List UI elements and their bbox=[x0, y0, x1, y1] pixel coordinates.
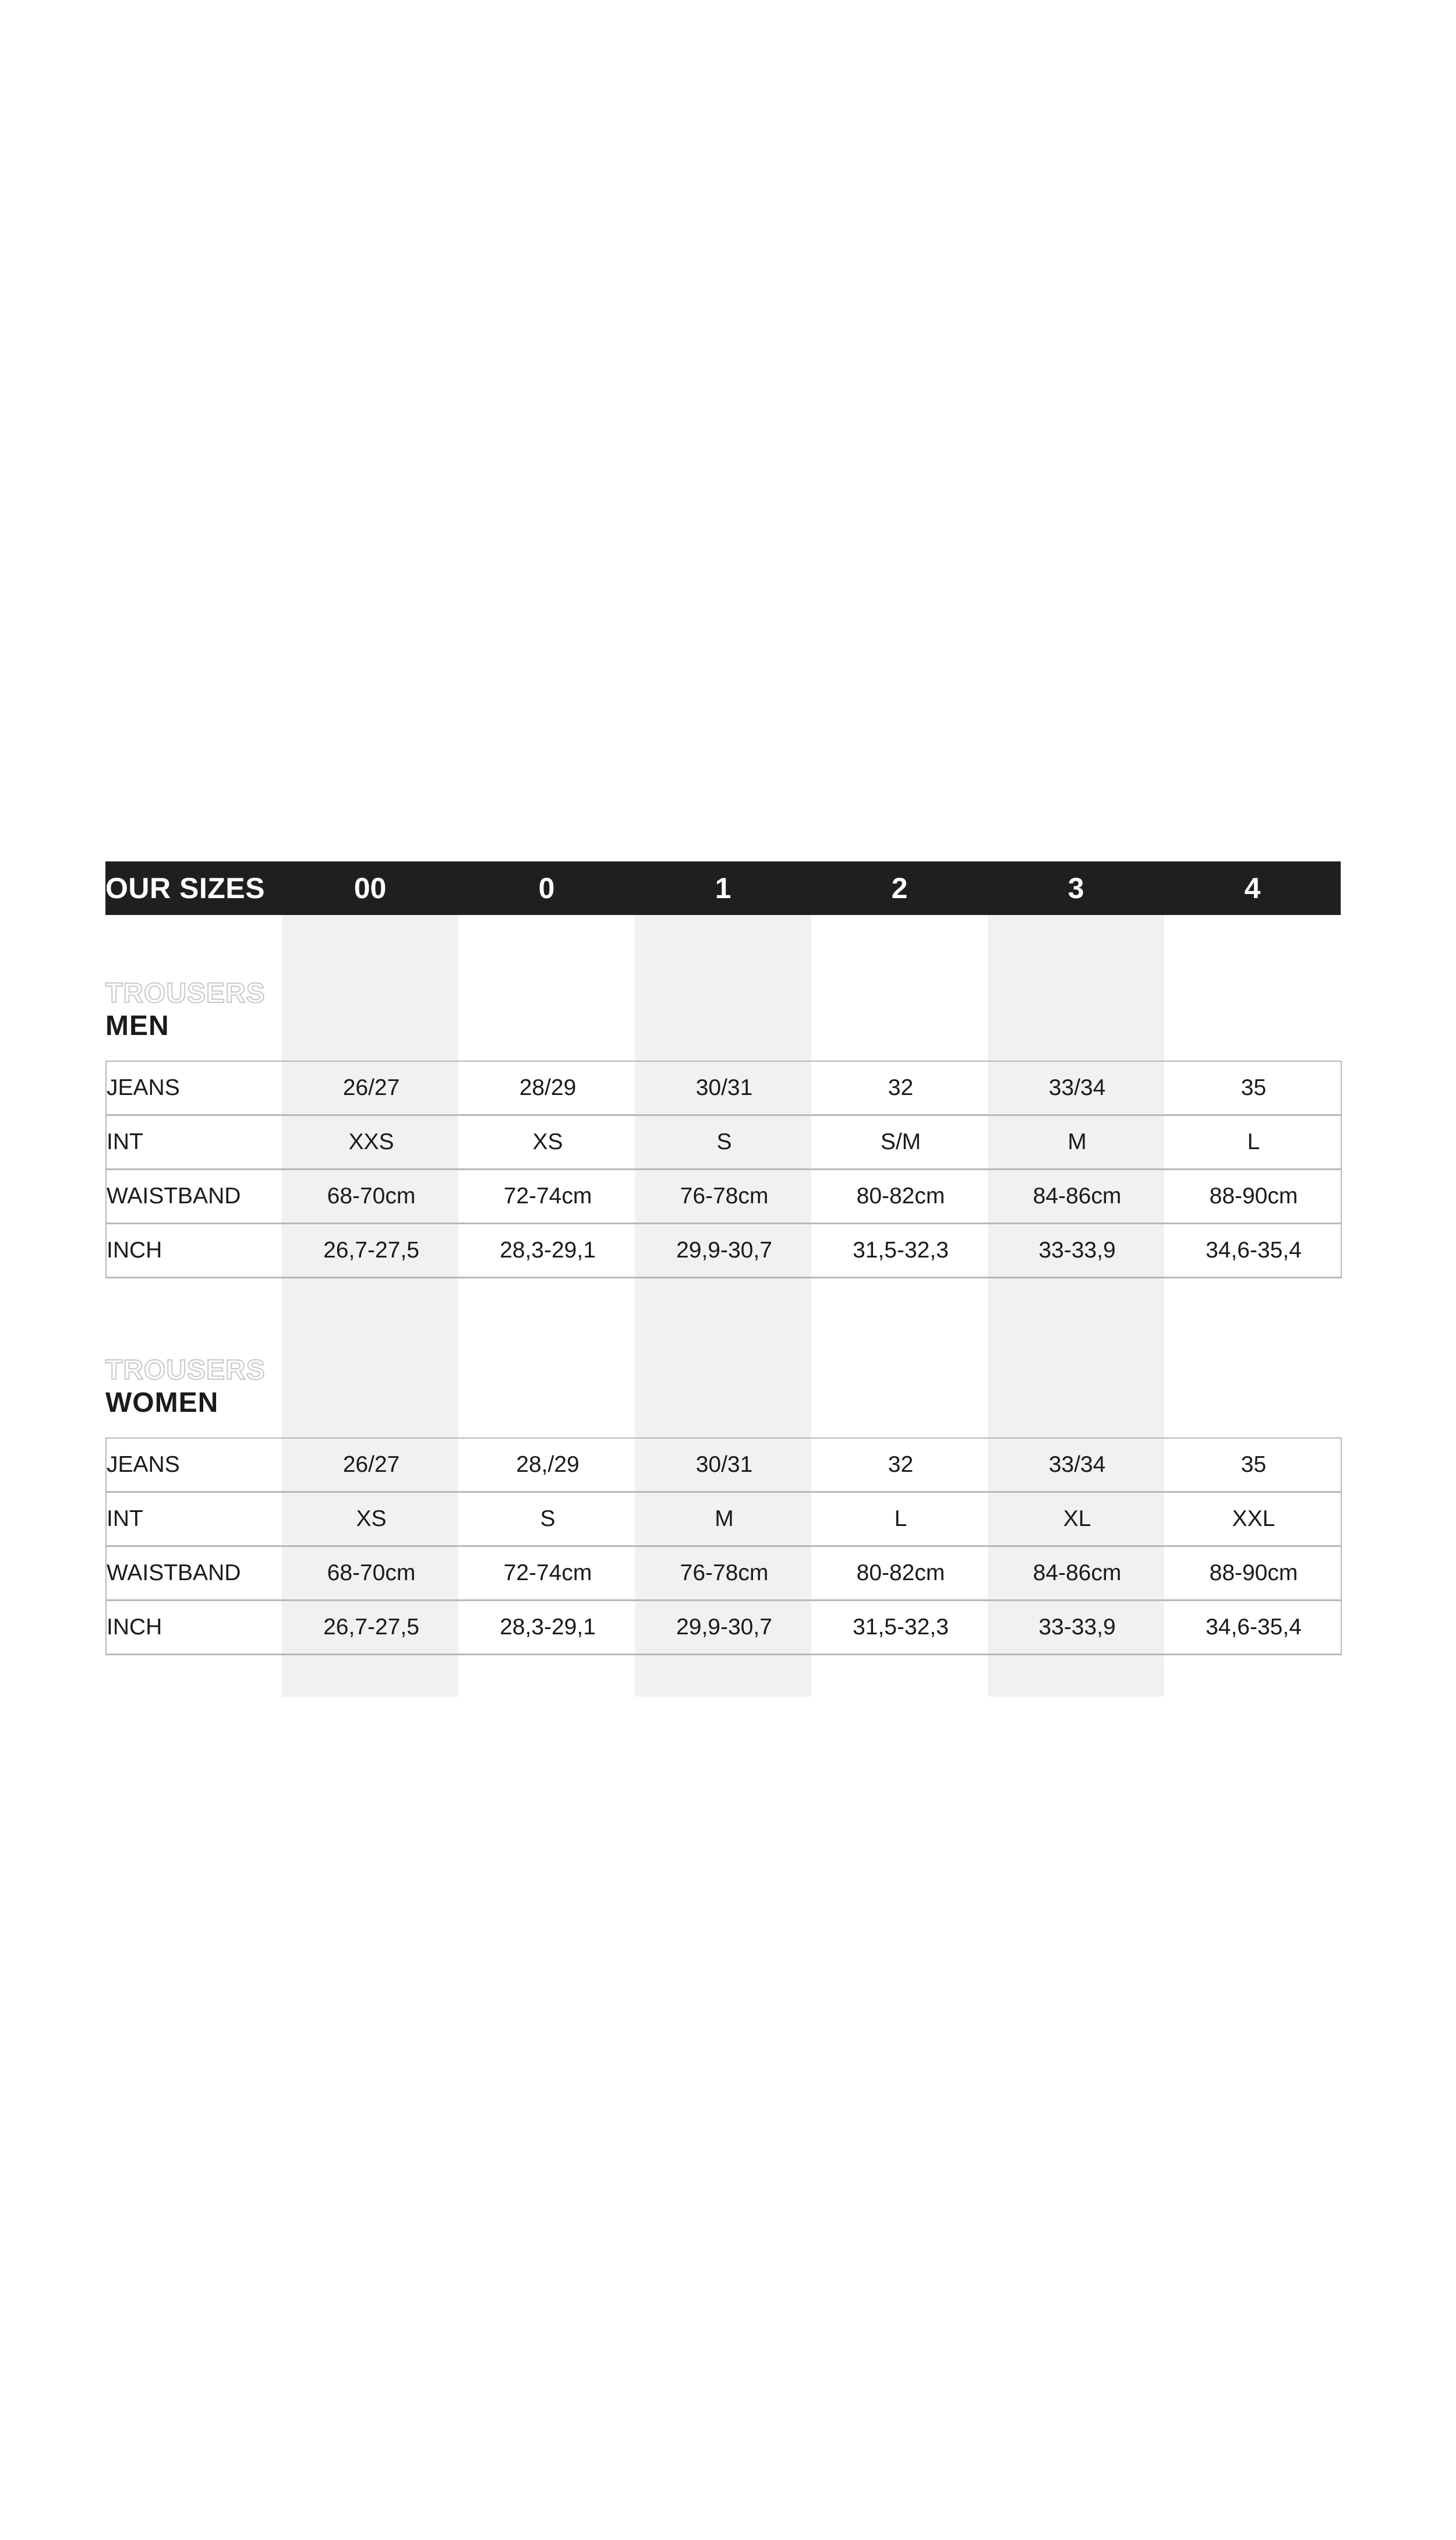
header-size-4: 4 bbox=[1244, 872, 1261, 905]
table-cell: 32 bbox=[888, 1075, 914, 1100]
table-row bbox=[107, 1547, 1341, 1601]
table-cell: L bbox=[1247, 1129, 1260, 1154]
header-size-3: 3 bbox=[1068, 872, 1084, 905]
table-cell: 29,9-30,7 bbox=[676, 1615, 772, 1640]
row-label: INCH bbox=[107, 1238, 162, 1263]
table-cell: 84-86cm bbox=[1033, 1560, 1122, 1585]
table-row bbox=[107, 1493, 1341, 1547]
women-title: WOMEN bbox=[105, 1387, 219, 1418]
table-cell: 34,6-35,4 bbox=[1206, 1238, 1302, 1263]
table-cell: 80-82cm bbox=[856, 1560, 945, 1585]
men-section-title bbox=[105, 977, 266, 1043]
table-cell: S/M bbox=[880, 1129, 921, 1154]
table-cell: 33-33,9 bbox=[1038, 1615, 1116, 1640]
table-row bbox=[107, 1439, 1341, 1493]
row-label: INT bbox=[107, 1506, 143, 1531]
table-cell: 33/34 bbox=[1048, 1075, 1106, 1100]
header-label: OUR SIZES bbox=[105, 872, 265, 905]
table-cell: 72-74cm bbox=[503, 1184, 592, 1209]
table-cell: 30/31 bbox=[695, 1075, 753, 1100]
table-row bbox=[107, 1224, 1341, 1278]
table-cell: 33-33,9 bbox=[1038, 1238, 1116, 1263]
header-size-00: 00 bbox=[354, 872, 387, 905]
header-size-0: 0 bbox=[538, 872, 555, 905]
table-cell: XS bbox=[356, 1506, 387, 1531]
row-label: JEANS bbox=[107, 1075, 180, 1100]
table-cell: L bbox=[894, 1506, 907, 1531]
table-cell: XXL bbox=[1232, 1506, 1275, 1531]
header-size-2: 2 bbox=[891, 872, 908, 905]
table-cell: 26/27 bbox=[342, 1452, 400, 1477]
row-label: JEANS bbox=[107, 1452, 180, 1477]
table-cell: 26,7-27,5 bbox=[323, 1615, 419, 1640]
table-row bbox=[107, 1062, 1341, 1116]
row-label: WAISTBAND bbox=[107, 1184, 241, 1209]
women-size-table bbox=[105, 1437, 1342, 1655]
table-row bbox=[107, 1601, 1341, 1655]
table-cell: XS bbox=[532, 1129, 563, 1154]
table-cell: 29,9-30,7 bbox=[676, 1238, 772, 1263]
table-cell: S bbox=[540, 1506, 556, 1531]
table-cell: 68-70cm bbox=[327, 1560, 416, 1585]
table-cell: 32 bbox=[888, 1452, 914, 1477]
women-category-label: TROUSERS bbox=[105, 1355, 266, 1386]
table-cell: 31,5-32,3 bbox=[853, 1615, 949, 1640]
men-size-table bbox=[105, 1061, 1342, 1278]
table-cell: 72-74cm bbox=[503, 1560, 592, 1585]
table-cell: 35 bbox=[1241, 1452, 1267, 1477]
table-cell: M bbox=[715, 1506, 734, 1531]
table-cell: 33/34 bbox=[1048, 1452, 1106, 1477]
table-cell: 35 bbox=[1241, 1075, 1267, 1100]
table-cell: 88-90cm bbox=[1209, 1560, 1298, 1585]
row-label: WAISTBAND bbox=[107, 1560, 241, 1585]
table-cell: 31,5-32,3 bbox=[853, 1238, 949, 1263]
table-row bbox=[107, 1116, 1341, 1170]
row-label: INT bbox=[107, 1129, 143, 1154]
size-header-bar bbox=[105, 861, 1341, 915]
men-title: MEN bbox=[105, 1011, 169, 1041]
table-cell: 30/31 bbox=[695, 1452, 753, 1477]
table-cell: M bbox=[1068, 1129, 1087, 1154]
table-cell: 26,7-27,5 bbox=[323, 1238, 419, 1263]
table-cell: 28,3-29,1 bbox=[500, 1238, 596, 1263]
table-cell: 34,6-35,4 bbox=[1206, 1615, 1302, 1640]
table-cell: 28/29 bbox=[519, 1075, 577, 1100]
men-category-label: TROUSERS bbox=[105, 978, 266, 1009]
table-cell: 84-86cm bbox=[1033, 1184, 1122, 1209]
table-cell: 88-90cm bbox=[1209, 1184, 1298, 1209]
row-label: INCH bbox=[107, 1615, 162, 1640]
table-cell: 76-78cm bbox=[680, 1560, 769, 1585]
table-cell: 76-78cm bbox=[680, 1184, 769, 1209]
table-row bbox=[107, 1170, 1341, 1224]
header-size-1: 1 bbox=[715, 872, 731, 905]
women-section-title bbox=[105, 1354, 266, 1419]
table-cell: 68-70cm bbox=[327, 1184, 416, 1209]
table-cell: S bbox=[716, 1129, 732, 1154]
table-cell: 28,/29 bbox=[516, 1452, 579, 1477]
table-cell: XL bbox=[1063, 1506, 1091, 1531]
table-cell: XXS bbox=[348, 1129, 394, 1154]
table-cell: 28,3-29,1 bbox=[500, 1615, 596, 1640]
table-cell: 26/27 bbox=[342, 1075, 400, 1100]
table-cell: 80-82cm bbox=[856, 1184, 945, 1209]
